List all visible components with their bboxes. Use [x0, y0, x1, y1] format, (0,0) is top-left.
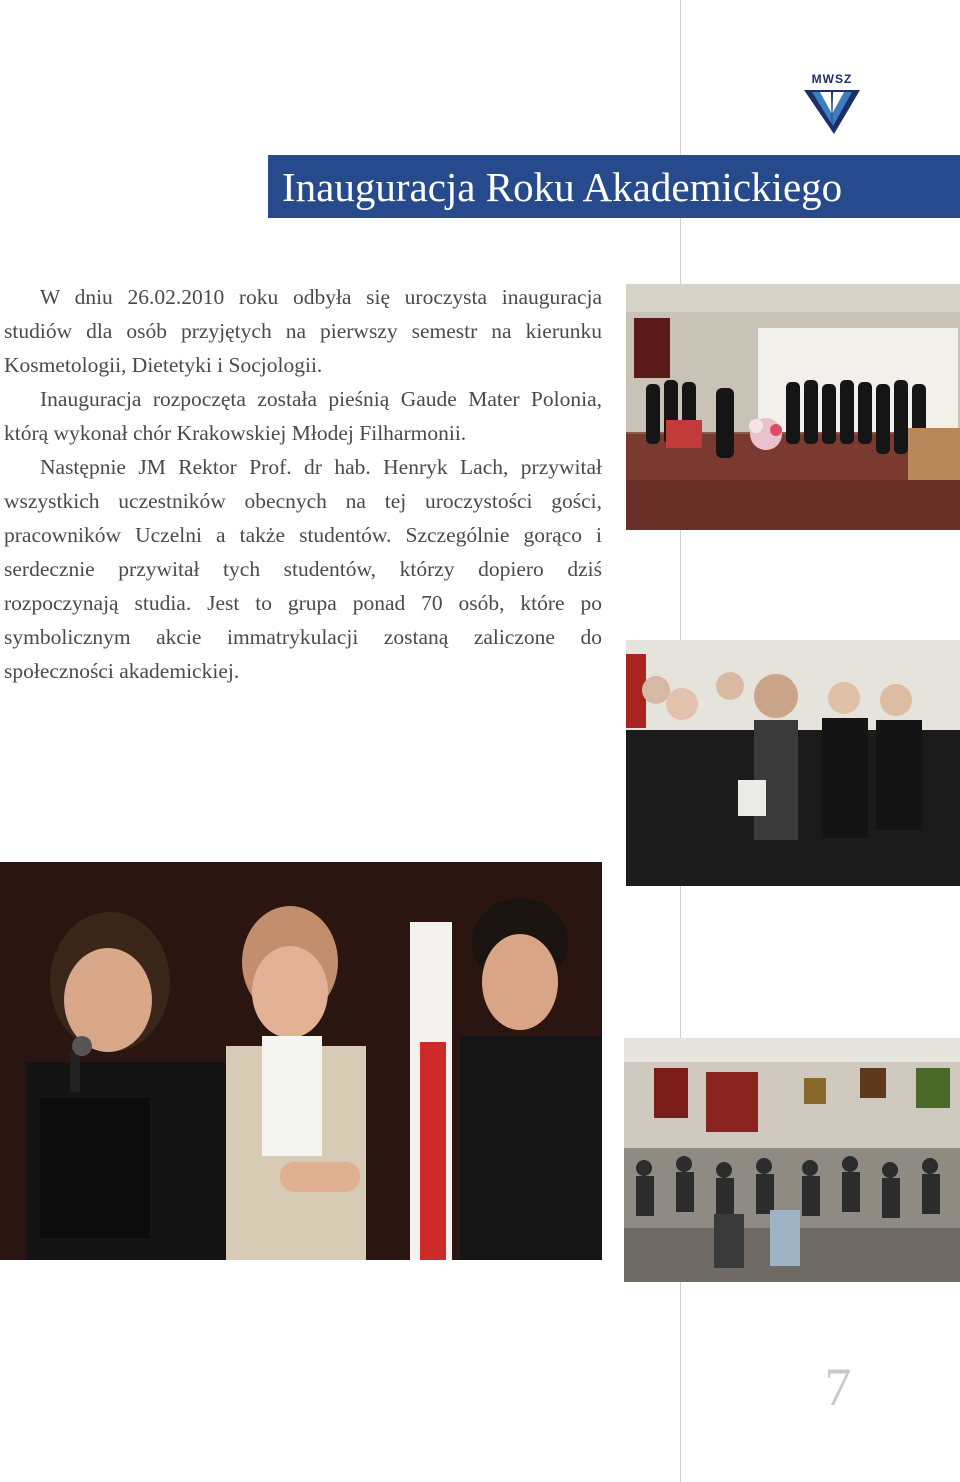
photo-rector: [626, 640, 960, 886]
photo-audience: [624, 1038, 960, 1282]
paragraph-intro: W dniu 26.02.2010 roku odbyła się uroczysta inauguracja studiów dla osób przyjętych na pierwszy semestr na kierunku Kosmetologii, Dietetyki i Socjologii.: [4, 285, 602, 377]
page-number: 7: [824, 1357, 852, 1417]
mwsz-logo: [800, 72, 864, 136]
paragraph-choir: Inauguracja rozpoczęta została pieśnią Gaude Mater Polonia, którą wykonał chór Krakowskiej Młodej Filharmonii.: [4, 387, 602, 445]
article-body: [4, 280, 602, 688]
paragraph-rector: Następnie JM Rektor Prof. dr hab. Henryk Lach, przywitał wszystkich uczestników obecnych na tej uroczystości gości, pracowników Uczelni a także studentów. Szczególnie gorąco i serdecznie przywitał tych studentów, którzy dopiero dziś rozpoczynają studia. Jest to grupa ponad 70 osób, które po symbolicznym akcie immatrykulacji zostaną zaliczone do społeczności akademickiej.: [4, 455, 602, 683]
logo-text: MWSZ: [811, 72, 853, 86]
photo-choir: [626, 284, 960, 530]
page-title: Inauguracja Roku Akademickiego: [282, 164, 843, 210]
photo-students: [0, 862, 602, 1260]
title-banner: [268, 155, 960, 218]
